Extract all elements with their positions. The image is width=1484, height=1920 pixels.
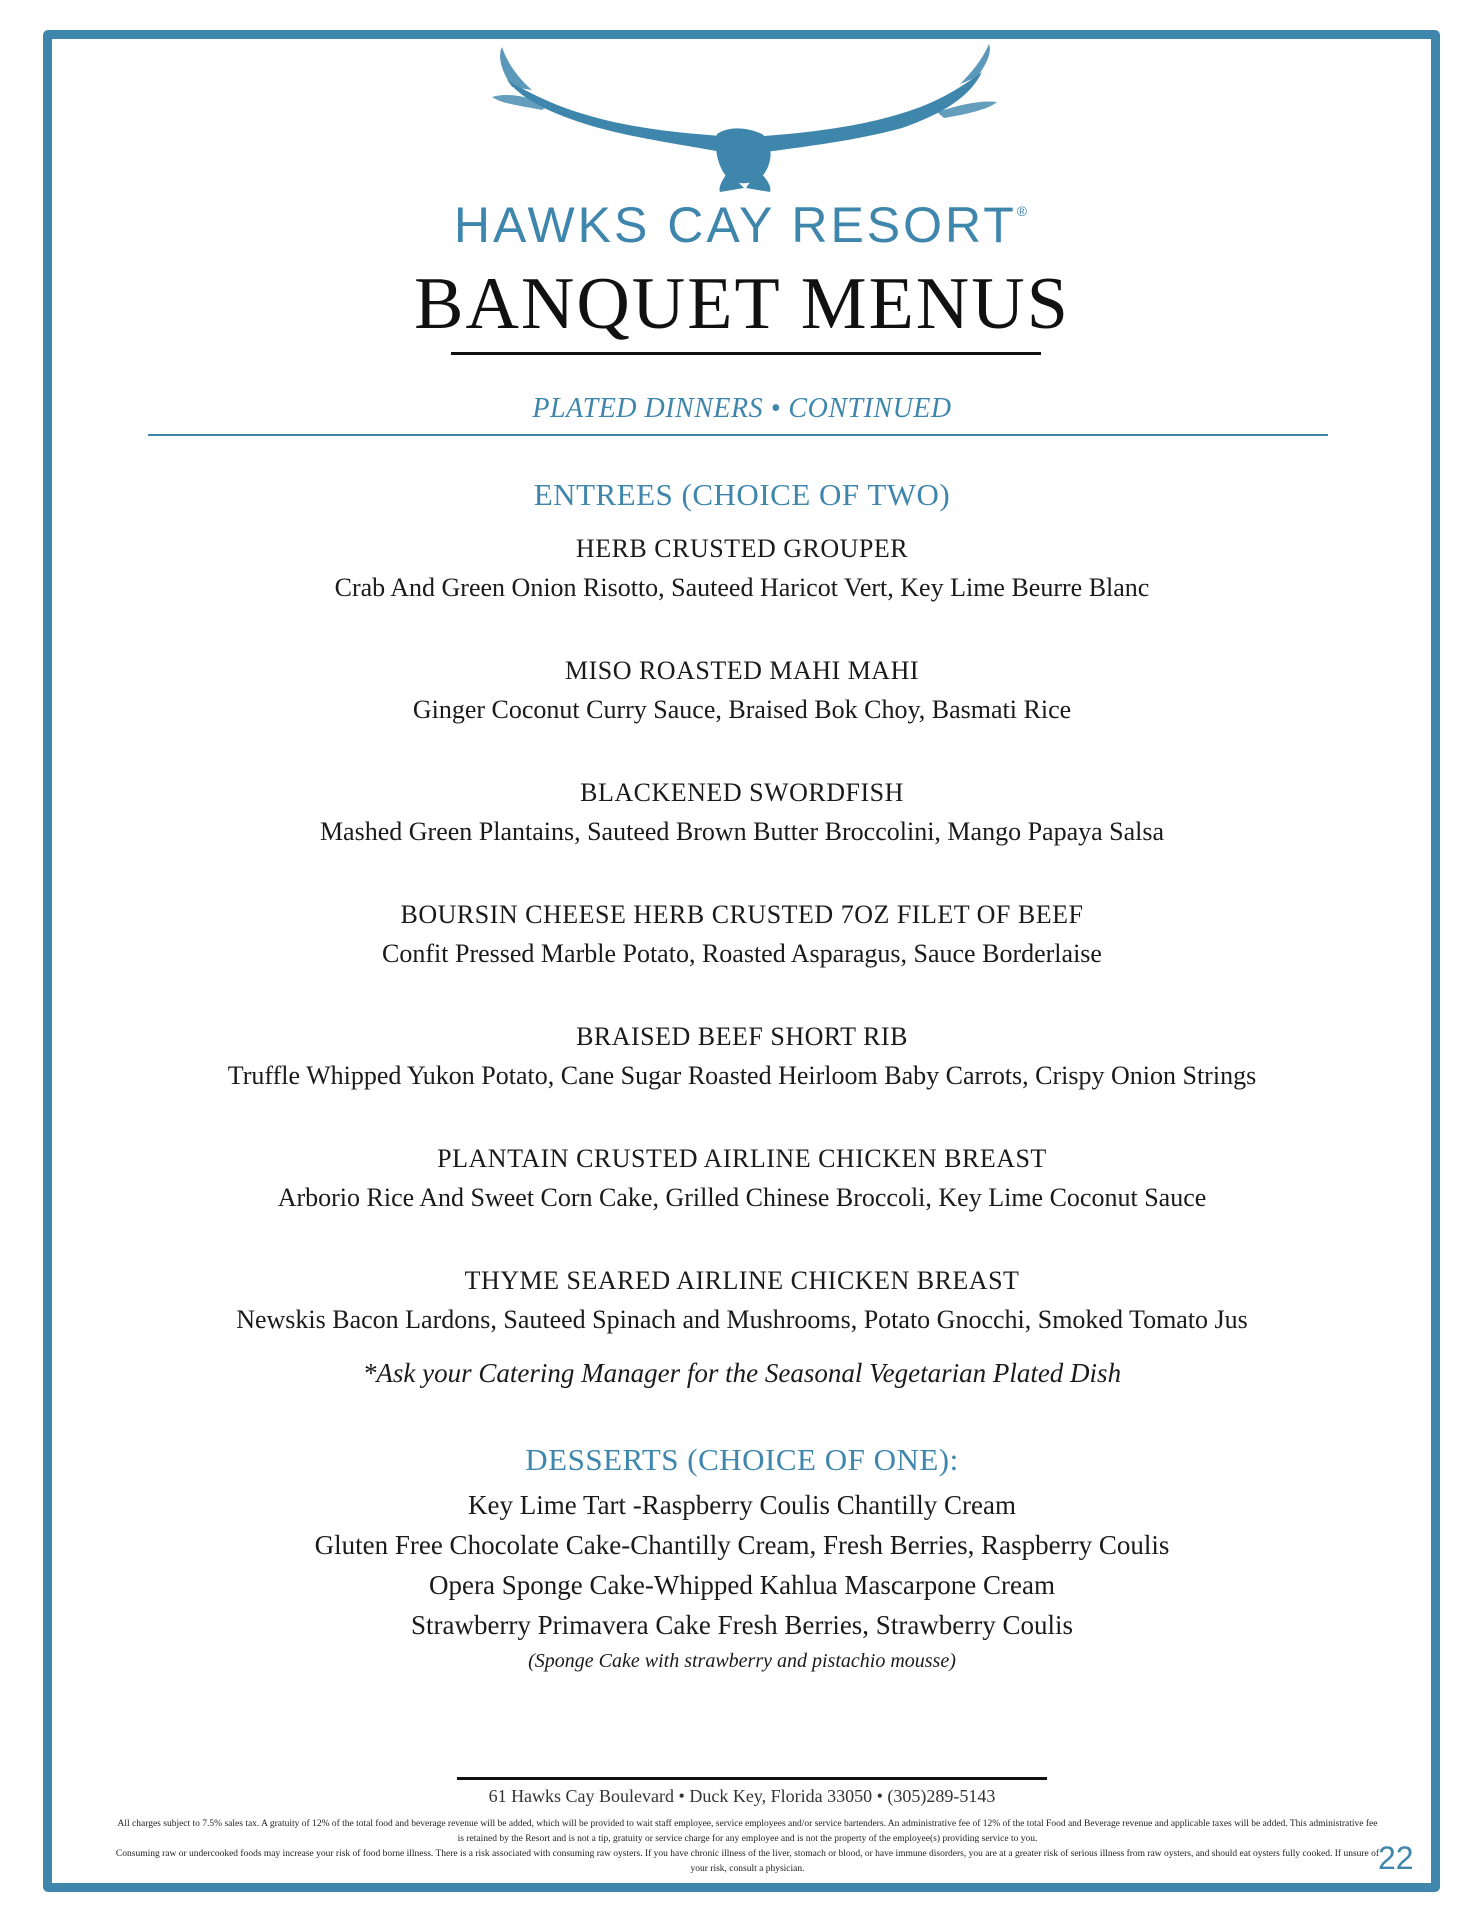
fine-print (115, 1817, 1380, 1877)
page-subtitle: PLATED DINNERS • CONTINUED (532, 393, 952, 424)
vegetarian-note: *Ask your Catering Manager for the Seasonal Vegetarian Plated Dish (362, 1358, 1122, 1388)
entree-name: BLACKENED SWORDFISH (580, 778, 904, 807)
entree-name: HERB CRUSTED GROUPER (575, 534, 909, 563)
dessert-item: Strawberry Primavera Cake Fresh Berries, Strawberry Coulis (410, 1610, 1074, 1640)
entrees-heading: ENTREES (CHOICE OF TWO) (533, 477, 951, 512)
entree-item (0, 1262, 1484, 1340)
resort-name (0, 196, 1484, 254)
desserts-heading: DESSERTS (CHOICE OF ONE): (525, 1442, 959, 1477)
entree-name: BRAISED BEEF SHORT RIB (576, 1022, 908, 1051)
entree-name: BOURSIN CHEESE HERB CRUSTED 7OZ FILET OF BEEF (400, 900, 1084, 929)
page-title: BANQUET MENUS (414, 263, 1070, 345)
dessert-item: Key Lime Tart -Raspberry Coulis Chantilly Cream (467, 1490, 1016, 1520)
resort-logo (0, 42, 1484, 192)
dessert-item: Gluten Free Chocolate Cake-Chantilly Cream, Fresh Berries, Raspberry Coulis (314, 1530, 1170, 1560)
subtitle-divider (148, 434, 1328, 436)
entree-item (0, 530, 1484, 608)
entree-name: PLANTAIN CRUSTED AIRLINE CHICKEN BREAST (437, 1144, 1047, 1173)
resort-name-text: HAWKS CAY RESORT (453, 197, 1017, 253)
dessert-note: (Sponge Cake with strawberry and pistachio mousse) (528, 1650, 956, 1672)
entree-description: Truffle Whipped Yukon Potato, Cane Sugar Roasted Heirloom Baby Carrots, Crispy Onion Strings (227, 1061, 1257, 1090)
entree-item (0, 1140, 1484, 1218)
footer-divider (457, 1777, 1047, 1780)
entree-item (0, 896, 1484, 974)
entree-item (0, 774, 1484, 852)
dessert-item: Opera Sponge Cake-Whipped Kahlua Mascarpone Cream (428, 1570, 1056, 1600)
desserts-list (0, 1485, 1484, 1677)
hawk-logo-icon (482, 42, 1002, 192)
entree-description: Ginger Coconut Curry Sauce, Braised Bok Choy, Basmati Rice (412, 695, 1072, 724)
entree-item (0, 1018, 1484, 1096)
entree-description: Confit Pressed Marble Potato, Roasted Asparagus, Sauce Borderlaise (382, 939, 1102, 968)
fine-print-health: Consuming raw or undercooked foods may increase your risk of food borne illness. There is a risk associated with consuming raw oysters. If you have chronic illness of the liver, stomach or blood, or have immune disorders, you are at a greater risk of serious illness from raw oysters, and should eat oysters fully cooked. If unsure of your risk, consult a physician. (115, 1849, 1380, 1874)
trademark-symbol: ® (1016, 203, 1031, 219)
entree-item (0, 652, 1484, 730)
resort-address: 61 Hawks Cay Boulevard • Duck Key, Florida 33050 • (305)289-5143 (488, 1786, 996, 1806)
title-divider (451, 352, 1041, 355)
entree-description: Crab And Green Onion Risotto, Sauteed Haricot Vert, Key Lime Beurre Blanc (334, 573, 1150, 602)
entree-description: Mashed Green Plantains, Sauteed Brown Butter Broccolini, Mango Papaya Salsa (319, 817, 1165, 846)
entree-description: Arborio Rice And Sweet Corn Cake, Grilled Chinese Broccoli, Key Lime Coconut Sauce (277, 1183, 1207, 1212)
entree-name: THYME SEARED AIRLINE CHICKEN BREAST (464, 1266, 1020, 1295)
fine-print-charges: All charges subject to 7.5% sales tax. A gratuity of 12% of the total food and beverage revenue will be added, which will be provided to wait staff employee, service employees and/or service bartenders. An administrative fee of 12% of the total Food and Beverage revenue and applicable taxes will be added. This administrative fee is retained by the Resort and is not a tip, gratuity or service charge for any employee and is not the property of the employee(s) providing service to you. (117, 1819, 1378, 1844)
page-number: 22 (1378, 1840, 1414, 1876)
entree-description: Newskis Bacon Lardons, Sauteed Spinach and Mushrooms, Potato Gnocchi, Smoked Tomato Jus (236, 1305, 1248, 1334)
entrees-list (0, 530, 1484, 1384)
entree-name: MISO ROASTED MAHI MAHI (564, 656, 920, 685)
